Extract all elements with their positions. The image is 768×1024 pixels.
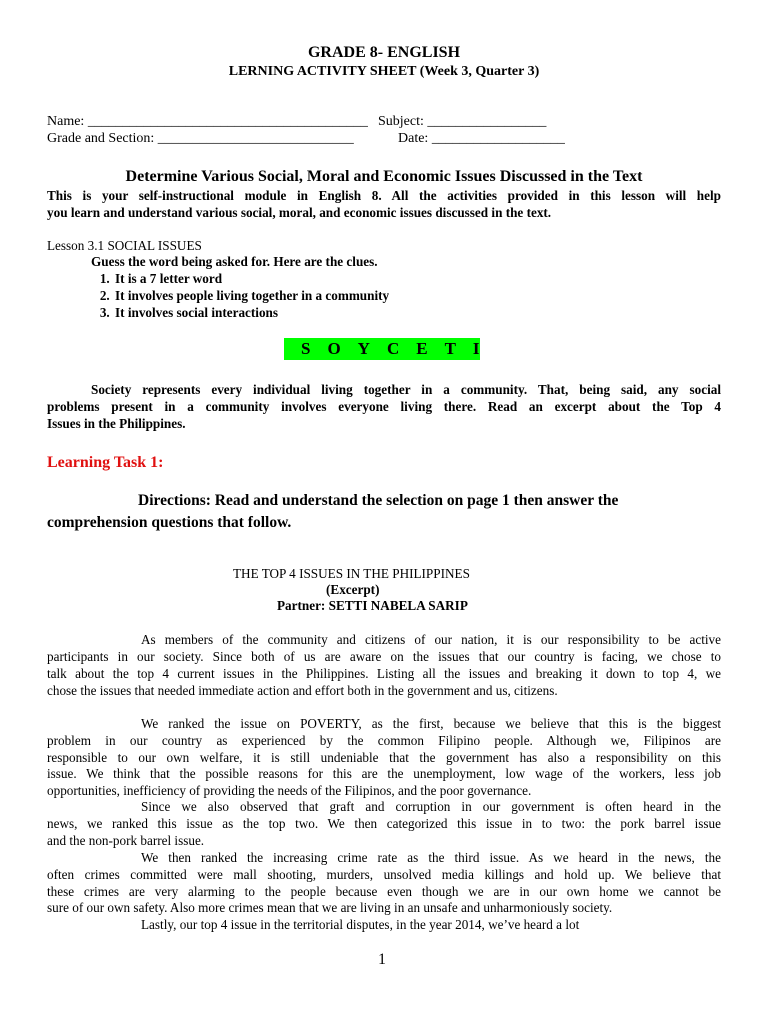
clue-item: 3. It involves social interactions bbox=[113, 304, 389, 321]
selection-line: We then ranked the increasing crime rate as the third issue. As we heard in the news, the bbox=[141, 850, 721, 865]
learning-task-title: Learning Task 1: bbox=[47, 454, 164, 471]
name-field: Name: ________________________________________ bbox=[47, 114, 368, 129]
grade-section-field: Grade and Section: ____________________________ bbox=[47, 131, 354, 146]
worksheet-title: GRADE 8- ENGLISH bbox=[307, 44, 461, 61]
clue-list bbox=[91, 270, 389, 321]
selection-line: sure of our own safety. Also more crimes mean that we are living in an unsafe and unharmoniously society. bbox=[47, 900, 613, 915]
selection-line: these crimes are very alarming to the people because even though we are in our own home we cannot be bbox=[47, 884, 721, 899]
module-intro-line: you learn and understand various social, moral, and economic issues discussed in the text. bbox=[47, 205, 552, 220]
clue-item: 1. It is a 7 letter word bbox=[113, 270, 389, 287]
selection-line: and the non-pork barrel issue. bbox=[47, 833, 205, 848]
selection-excerpt-label: (Excerpt) bbox=[326, 582, 380, 597]
module-intro-line: This is your self-instructional module in English 8. All the activities provided in this lesson will help bbox=[47, 188, 721, 203]
directions-line: comprehension questions that follow. bbox=[47, 514, 292, 531]
date-field: Date: ___________________ bbox=[398, 131, 565, 146]
society-paragraph-line: problems present in a community involves everyone living there. Read an excerpt about the Top 4 bbox=[47, 399, 721, 414]
selection-title: THE TOP 4 ISSUES IN THE PHILIPPINES bbox=[233, 566, 470, 581]
selection-partner: Partner: SETTI NABELA SARIP bbox=[277, 598, 468, 613]
selection-line: We ranked the issue on POVERTY, as the first, because we believe that this is the biggest bbox=[141, 716, 721, 731]
lesson-title: Lesson 3.1 SOCIAL ISSUES bbox=[47, 238, 202, 253]
selection-line: participants in our society. Since both of us are aware on the issues that our country is facing, we chose to bbox=[47, 649, 721, 664]
selection-line: problem in our country as experienced by the common Filipino people. Although we, Filipinos are bbox=[47, 733, 721, 748]
selection-line: talk about the top 4 current issues in the Philippines. Listing all the issues and breaking it down to top 4, we bbox=[47, 666, 721, 681]
selection-line: often crimes committed were mall shooting, murders, unsolved media killings and hold up. We believe that bbox=[47, 867, 721, 882]
worksheet-subtitle: LERNING ACTIVITY SHEET (Week 3, Quarter 3) bbox=[228, 64, 540, 79]
selection-line: As members of the community and citizens of our nation, it is our responsibility to be active bbox=[141, 632, 721, 647]
society-paragraph-line: Society represents every individual living together in a community. That, being said, any social bbox=[91, 382, 721, 397]
lesson-instruction: Guess the word being asked for. Here are the clues. bbox=[91, 254, 378, 269]
society-paragraph-line: Issues in the Philippines. bbox=[47, 416, 186, 431]
selection-line: issue. We think that the possible reasons for this are the unemployment, low wage of the workers, less job bbox=[47, 766, 721, 781]
subject-field: Subject: _________________ bbox=[378, 114, 547, 129]
clue-item: 2. It involves people living together in a community bbox=[113, 287, 389, 304]
selection-line: opportunities, inefficiency of providing the needs of the Filipinos, and the poor governance. bbox=[47, 783, 532, 798]
selection-line: Lastly, our top 4 issue in the territorial disputes, in the year 2014, we’ve heard a lot bbox=[141, 917, 580, 932]
directions-line: Directions: Read and understand the selection on page 1 then answer the bbox=[138, 492, 619, 509]
selection-line: news, we ranked this issue as the top two. We then categorized this issue in to two: the pork barrel issue bbox=[47, 816, 721, 831]
scrambled-word: SOYCETI bbox=[301, 339, 497, 358]
module-heading: Determine Various Social, Moral and Economic Issues Discussed in the Text bbox=[125, 168, 643, 185]
page-number: 1 bbox=[378, 951, 386, 968]
selection-line: Since we also observed that graft and corruption in our government is often heard in the bbox=[141, 799, 721, 814]
selection-line: chose the issues that needed immediate action and effort both in the government and us, citizens. bbox=[47, 683, 558, 698]
selection-line: responsible to our own welfare, it is still undeniable that the government has also a responsibility on this bbox=[47, 750, 721, 765]
